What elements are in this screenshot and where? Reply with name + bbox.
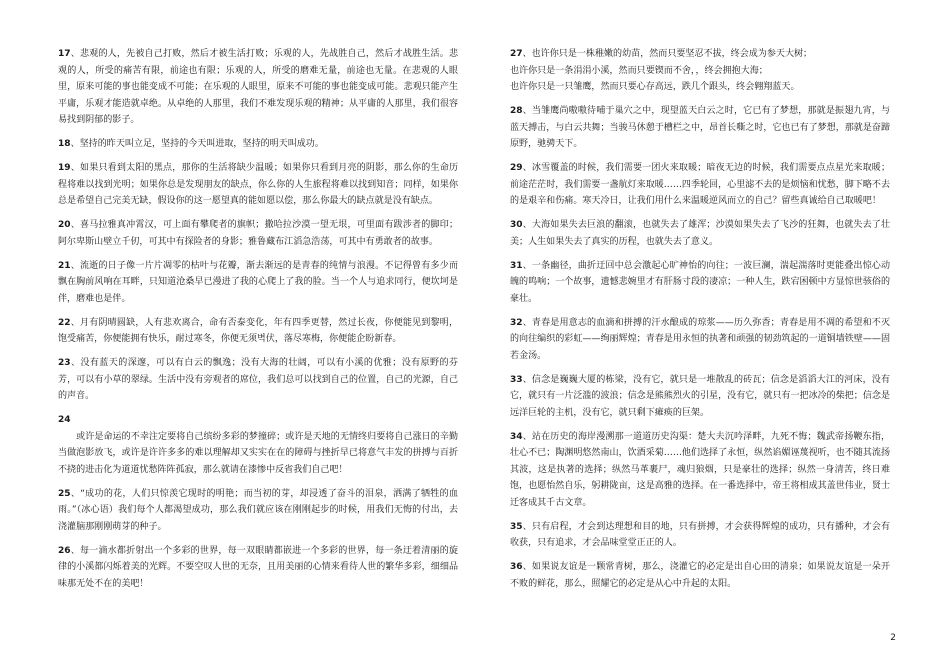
paragraph-number: 29 [510,163,523,173]
paragraph-number: 32 [510,317,523,328]
paragraph-18 [58,136,458,153]
paragraph-text: 、如果只看到太阳的黑点，那你的生活将缺少温暖；如果你只看到月亮的阴影，那么你的生命历程将难以找到光明；如果你总是发现朋友的缺点，你么你的人生旅程将难以找到知音；同样，如果你总是希望自己完美无缺，假设你的这一愿望真的能如愿以偿，那么你最大的缺点就是没有缺点。 [58,163,458,206]
paragraph-34 [510,429,890,512]
paragraph-text: 、一条幽径，曲折迂回中总会激起心旷神怡的向往；一波巨澜，湍起湍落时更能叠出惊心动魄的鸣响；一个故事，遗憾悲婉里才有肝肠寸段的凄凉；一种人生，跌宕困顿中方显惊世骇俗的豪壮。 [510,260,890,304]
paragraph-line: 也许你只是一条涓涓小溪，然而只要锲而不舍，，终会拥抱大海； [510,65,768,76]
paragraph-31 [510,258,890,308]
right-column [510,46,890,600]
page-number: 2 [890,633,896,643]
paragraph-text: 、没有蓝天的深邃，可以有白云的飘逸；没有大海的壮阔，可以有小溪的优雅；没有原野的芬芳，可以有小草的翠绿。生活中没有旁观者的席位，我们总可以找到自己的位置，自己的光源，自己的声音。 [58,358,458,401]
paragraph-text: 、冰雪覆盖的时候，我们需要一团火来取暖；暗夜无边的时候，我们需要点点星光来取暖；前途茫茫时，我们需要一盏航灯来取暖……四季轮回，心里滤不去的是烦恼和忧愁，脚下略不去的是艰辛和伤痛。寒天冷日，让我们用什么来温暖逆风而立的自己？留些真诚给自己取暖吧！ [510,163,890,206]
paragraph-number: 33 [510,374,523,385]
paragraph-17 [58,46,458,129]
paragraph-20 [58,217,458,250]
paragraph-number: 30 [510,220,523,230]
paragraph-text: 、流逝的日子像一片片凋零的枯叶与花瓣，渐去渐远的是青春的纯情与浪漫。不记得曾有多少而飘在胸前风响在耳畔，只知道沧桑早已漫进了我的心爬上了我的脸。当一个人与追求同行，便坎坷是伴，磨难也是伴。 [58,260,458,304]
paragraph-number: 23 [58,358,71,368]
paragraph-line: 也许你只是一只雏鹰，然而只要心存高远，跌几个跟头，终会翱翔蓝天。 [510,82,800,92]
paragraph-text: 、坚持的昨天叫立足，坚持的今天叫进取，坚持的明天叫成功。 [70,139,324,149]
paragraph-number: 17 [58,49,71,59]
paragraph-28 [510,103,890,153]
paragraph-35 [510,519,890,552]
paragraph-text: 、喜马拉雅真冲霄汉，可上面有攀爬者的旗帜；撒哈拉沙漠一望无垠，可里面有跋涉者的脚印；阿尔卑斯山壁立千仞，可其中有探险者的身影；雅鲁藏布江滔急浩荡，可其中有勇敢者的故事。 [58,220,458,247]
paragraph-33 [510,372,890,422]
paragraph-text: 、每一滴水都折射出一个多彩的世界，每一双眼睛都嵌进一个多彩的世界，每一条迂着清丽的旋律的小溪都闪烁着美的光辉。不要空叹人世的无奈，且用美丽的心情来看待人世的繁华多彩，细细品味那无处不在的美吧！ [58,545,458,589]
paragraph-number: 20 [58,220,71,230]
paragraph-32 [510,315,890,365]
paragraph-text: 、月有阴晴圆缺，人有悲欢离合，命有否泰变化，年有四季更替，然过长夜，你便能见到黎明，饱受痛苦，你便能拥有快乐，耐过寒冬，你便无须벽伏，落尽寒梅，你便能企盼新春。 [58,317,458,344]
paragraph-number: 18 [58,139,71,149]
paragraph-26 [58,543,458,593]
paragraph-number: 31 [510,260,523,271]
paragraph-27 [510,46,890,96]
paragraph-number: 24 [58,415,71,425]
paragraph-36 [510,559,890,592]
paragraph-number: 22 [58,317,71,328]
paragraph-22 [58,315,458,348]
paragraph-text: 、信念是巍巍大厦的栋梁，没有它，就只是一堆散乱的砖瓦；信念是滔滔大江的河床，没有它，就只有一片泛滥的波浪；信念是熊熊烈火的引星，没有它，就只有一把冰冷的柴把；信念是远洋巨轮的主机，没有它，就只剩下瘫痪的巨架。 [510,374,890,418]
paragraph-number: 27 [510,49,523,59]
paragraph-number: 34 [510,431,523,442]
paragraph-24 [58,412,458,478]
paragraph-text: 、“成功的花，人们只惊羡它现时的明艳；而当初的芽，却浸透了奋斗的泪泉，洒满了牺牲的血雨。”（冰心语）我们每个人都渴望成功，那么我们就应该在刚刚起步的时候，用我们无悔的付出，去浇灌脑那刚刚萌芽的种子。 [58,488,458,532]
paragraph-29 [510,160,890,210]
paragraph-text: 、大海如果失去巨浪的翻滚，也就失去了雄浑；沙漠如果失去了飞沙的狂舞，也就失去了壮美；人生如果失去了真实的历程，也就失去了意义。 [510,220,890,247]
paragraph-text: 、悲观的人，先被自己打败，然后才被生活打败；乐观的人，先战胜自己，然后才战胜生活。悲观的人，所受的痛苦有限，前途也有限；乐观的人，所受的磨难无量，前途也无量。在悲观的人眼里，原来可能的事也能变成不可能；在乐观的人眼里，原来不可能的事也能变成可能。悲观只能产生平庸，乐观才能造就卓绝。从卓绝的人那里，我们不难发现乐观的精神；从平庸的人那里，我们很容易找到阴郁的影子。 [58,49,458,125]
paragraph-number: 19 [58,163,71,173]
paragraph-body: 或许是命运的不幸注定要将自己缤纷多彩的梦撞碎；或许是天地的无情终归要将自己涨日的辛勤当做泡影放飞，或许是许许多多的难以理解却又实实在在的障碍与挫折早已将意气丰发的拼搏与百折不挠的进击化为道道忧愁阵阵孤寂，那么就请在漆惨中反省我们自己吧！ [58,431,458,475]
paragraph-number: 26 [58,545,71,556]
paragraph-number: 25 [58,488,71,499]
paragraph-number: 21 [58,260,71,271]
left-column [58,46,458,600]
paragraph-number: 28 [510,106,523,116]
paragraph-30 [510,217,890,250]
paragraph-number: 35 [510,521,523,532]
paragraph-text: 、也许你只是一株稚嫩的幼苗，然而只要坚忍不拔，终会成为参天大树； [522,49,813,59]
paragraph-21 [58,258,458,308]
paragraph-23 [58,355,458,405]
paragraph-25 [58,486,458,536]
paragraph-text: 、当雏鹰尚嗷嗷待哺于巢穴之中，现望蓝天白云之时，它已有了梦想，那就是振翅九宵，与蓝天搏击，与白云共舞；当骏马休憩于槽栏之中，昂首长嘶之时，它也已有了梦想，那就是奋蹄原野，驰骋天下。 [510,106,890,149]
paragraph-number: 36 [510,562,523,572]
paragraph-19 [58,160,458,210]
paragraph-text: 、只有启程，才会到达理想和目的地，只有拼搏，才会获得辉煌的成功，只有播种，才会有收获，只有追求，才会品味堂堂正正的人。 [510,521,890,548]
paragraph-text: 、青春是用意志的血滴和拼搏的汗水酿成的琼浆——历久弥香；青春是用不凋的希望和不灭的向往编织的彩虹——绚丽辉煌；青春是用永恒的执著和顽强的韧劲筑起的一道铜墙铁壁——固若金汤。 [510,317,890,361]
paragraph-text: 、如果说友谊是一颗常青树，那么，浇灌它的必定是出自心田的清泉；如果说友谊是一朵开不败的鲜花，那么，照耀它的必定是从心中升起的太阳。 [510,562,890,589]
paragraph-text: 、站在历史的海岸漫溯那一道道历史沟渠：楚大夫沉吟泽畔，九死不悔；魏武帝扬鞭东指，壮心不已；陶渊明悠然南山，饮酒采菊……他们选择了永恒，纵然谄媚诬蔑视听，也不随其流扬其波，这是执著的选择；纵然马革裹尸，魂归狼烟，只是豪壮的选择；纵然一身清苦，终日难饱，也愿怡然自乐，躬耕陇亩，这是高雅的选择。在一番选择中，帝王将相成其盖世伟业，贤士迁客成其千古文章。 [510,431,890,508]
